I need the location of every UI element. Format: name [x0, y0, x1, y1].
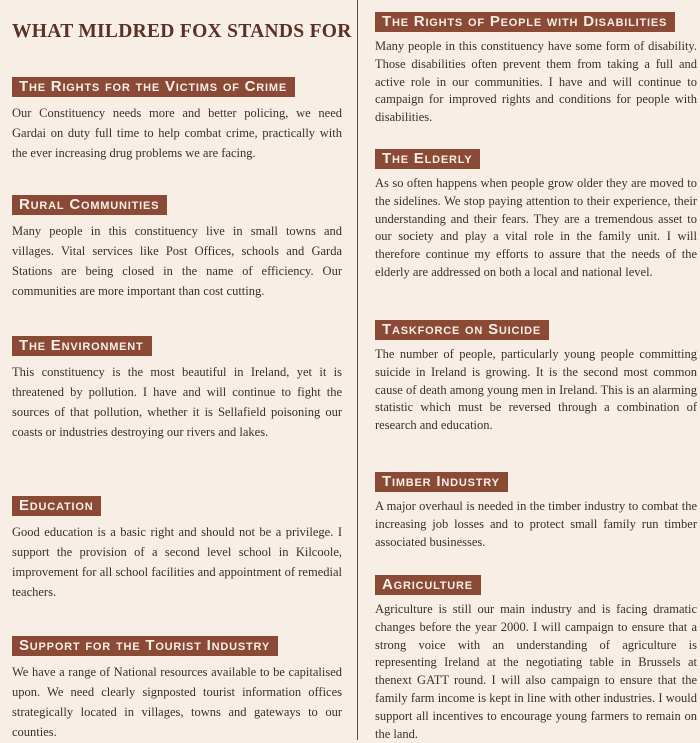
- section-body: We have a range of National resources available to be capitalised upon. We need clearly signposted tourist information offices strategically located in villages, towns and gateways to our counties.: [12, 665, 342, 739]
- section-body: Agriculture is still our main industry and is facing dramatic changes before the year 2000. I will campaign to ensure that a strong voice with an understanding of agriculture is representing Ireland at the negotiating table in Brussels at thenext GATT round. I will also campaign to ensure that the family farm income is kept in line with other industries. I would support all incentives to encourage young farmers to remain on the land.: [375, 602, 697, 741]
- section-timber-industry: [375, 472, 697, 551]
- section-tourist-industry: [12, 636, 342, 742]
- column-divider: [357, 0, 358, 740]
- section-heading: Timber Industry: [375, 472, 508, 492]
- page-title: WHAT MILDRED FOX STANDS FOR: [12, 21, 352, 42]
- section-agriculture: [375, 575, 697, 743]
- section-heading: The Elderly: [375, 149, 480, 169]
- section-heading: Taskforce on Suicide: [375, 320, 549, 340]
- section-heading: The Environment: [12, 336, 152, 356]
- section-body: Many people in this constituency have some form of disability. Those disabilities often prevent them from taking a full and active role in our communities. I have and will continue to campaign for improved rights and conditions for people with disabilities.: [375, 39, 697, 125]
- section-body: The number of people, particularly young people committing suicide in Ireland is growing. It is the second most common cause of death among young men in Ireland. This is an alarming statistic which must be reversed through a combination of research and education.: [375, 347, 697, 433]
- section-body: As so often happens when people grow older they are moved to the sidelines. We stop paying attention to their experience, their understanding and their fears. They are a tremendous asset to our society and play a vital role in the family unit. I will therefore continue my efforts to assure that the needs of the elderly are addressed on both a local and national level.: [375, 176, 697, 279]
- section-heading: Rural Communities: [12, 195, 167, 215]
- section-heading: Education: [12, 496, 101, 516]
- section-heading: Support for the Tourist Industry: [12, 636, 278, 656]
- section-heading: The Rights of People with Disabilities: [375, 12, 675, 32]
- section-body: This constituency is the most beautiful in Ireland, yet it is threatened by pollution. I have and will continue to fight the sources of that pollution, whether it is Sellafield poisoning our coasts or industries destroying our rivers and lakes.: [12, 365, 342, 439]
- section-heading: Agriculture: [375, 575, 481, 595]
- section-taskforce-suicide: [375, 320, 697, 435]
- section-education: [12, 496, 342, 602]
- section-body: A major overhaul is needed in the timber industry to combat the increasing job losses and to protect small family run timber associated businesses.: [375, 499, 697, 549]
- section-victims-of-crime: [12, 77, 342, 163]
- section-disabilities: [375, 12, 697, 127]
- section-body: Many people in this constituency live in small towns and villages. Vital services like Post Offices, schools and Garda Stations are being closed in the name of efficiency. Our communities are more important than cost cutting.: [12, 224, 342, 298]
- section-body: Good education is a basic right and should not be a privilege. I support the provision of a second level school in Kilcoole, improvement for all school facilities and appointment of remedial teachers.: [12, 525, 342, 599]
- section-body: Our Constituency needs more and better policing, we need Gardai on duty full time to help combat crime, practically with the ever increasing drug problems we are facing.: [12, 106, 342, 160]
- section-heading: The Rights for the Victims of Crime: [12, 77, 295, 97]
- section-environment: [12, 336, 342, 442]
- section-rural-communities: [12, 195, 342, 301]
- section-elderly: [375, 149, 697, 282]
